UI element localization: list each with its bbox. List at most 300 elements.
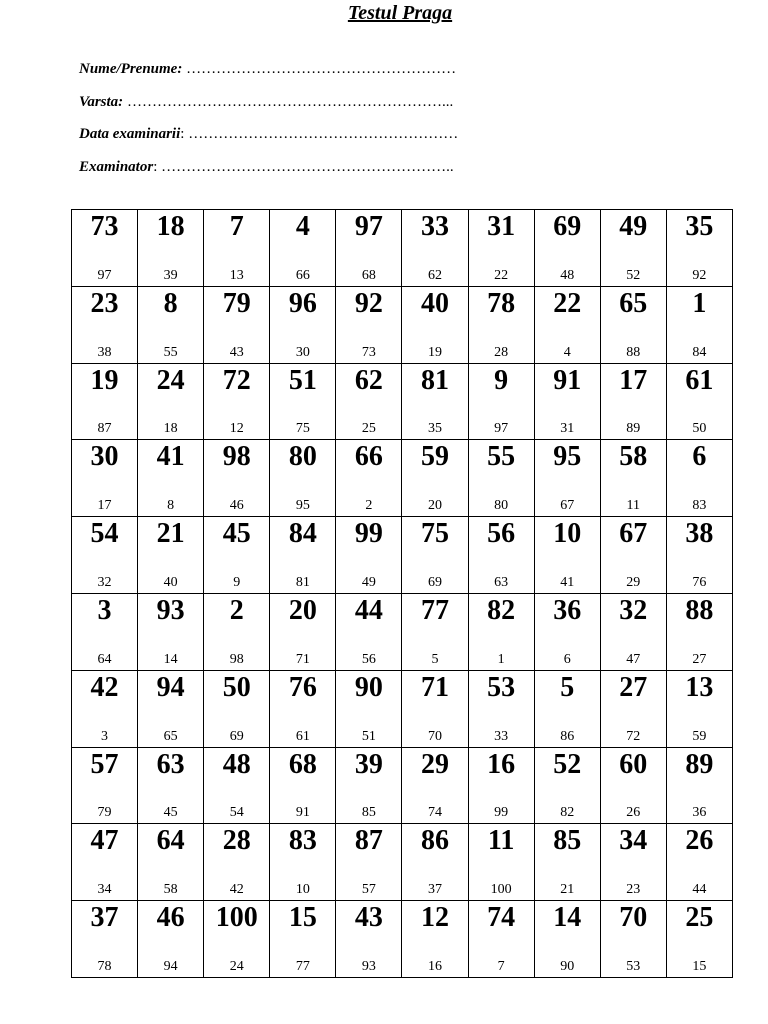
grid-cell[interactable] xyxy=(402,901,468,978)
cell-sub-number: 47 xyxy=(626,651,641,667)
cell-main-number: 61 xyxy=(685,364,714,396)
cell-sub-number: 4 xyxy=(563,344,571,360)
cell-sub-number: 26 xyxy=(626,805,641,821)
cell-main-number: 28 xyxy=(222,825,251,857)
cell-main-number: 65 xyxy=(619,287,648,319)
cell-main-number: 4 xyxy=(295,211,310,242)
cell-main-number: 91 xyxy=(553,364,582,396)
grid-cell[interactable] xyxy=(204,210,270,287)
cell-sub-number: 23 xyxy=(626,882,641,898)
grid-cell[interactable] xyxy=(600,210,666,287)
grid-cell[interactable] xyxy=(72,286,138,363)
grid-cell[interactable] xyxy=(534,670,600,747)
cell-main-number: 2 xyxy=(229,594,244,626)
grid-cell[interactable] xyxy=(600,824,666,901)
cell-sub-number: 59 xyxy=(692,728,707,744)
cell-sub-number: 15 xyxy=(692,958,707,974)
cell-main-number: 85 xyxy=(553,825,582,857)
cell-sub-number: 39 xyxy=(163,267,178,283)
grid-cell[interactable] xyxy=(666,670,732,747)
grid-cell[interactable] xyxy=(336,747,402,824)
grid-cell[interactable] xyxy=(600,363,666,440)
grid-cell[interactable] xyxy=(270,670,336,747)
grid-cell[interactable] xyxy=(600,670,666,747)
cell-main-number: 56 xyxy=(487,518,516,550)
grid-cell[interactable] xyxy=(468,901,534,978)
cell-main-number: 57 xyxy=(90,748,119,780)
cell-main-number: 10 xyxy=(553,518,582,550)
cell-sub-number: 89 xyxy=(626,421,641,437)
cell-sub-number: 75 xyxy=(295,421,310,437)
cell-main-number: 23 xyxy=(90,287,119,319)
field-label: Varsta: xyxy=(79,93,124,110)
cell-main-number: 86 xyxy=(421,825,450,857)
grid-cell[interactable] xyxy=(204,440,270,517)
cell-main-number: 16 xyxy=(487,748,516,780)
cell-sub-number: 65 xyxy=(163,728,178,744)
cell-sub-number: 10 xyxy=(295,882,310,898)
cell-sub-number: 77 xyxy=(295,958,310,974)
cell-main-number: 92 xyxy=(354,287,383,319)
cell-sub-number: 99 xyxy=(494,805,509,821)
cell-sub-number: 83 xyxy=(692,498,707,514)
cell-sub-number: 17 xyxy=(97,498,112,514)
cell-main-number: 14 xyxy=(553,902,582,934)
grid-cell[interactable] xyxy=(534,747,600,824)
grid-cell[interactable] xyxy=(468,363,534,440)
cell-main-number: 36 xyxy=(553,594,582,626)
cell-sub-number: 5 xyxy=(431,651,439,667)
grid-cell[interactable] xyxy=(72,670,138,747)
cell-main-number: 70 xyxy=(619,902,648,934)
grid-cell[interactable] xyxy=(666,440,732,517)
grid-cell[interactable] xyxy=(666,824,732,901)
cell-main-number: 53 xyxy=(487,671,516,703)
cell-sub-number: 43 xyxy=(229,344,244,360)
cell-sub-number: 97 xyxy=(97,267,112,283)
cell-main-number: 47 xyxy=(90,825,119,857)
cell-sub-number: 71 xyxy=(295,651,310,667)
grid-cell[interactable] xyxy=(402,363,468,440)
grid-cell[interactable] xyxy=(402,286,468,363)
cell-sub-number: 34 xyxy=(97,882,112,898)
grid-cell[interactable] xyxy=(402,210,468,287)
cell-main-number: 95 xyxy=(553,441,582,473)
cell-sub-number: 76 xyxy=(692,574,707,590)
cell-main-number: 73 xyxy=(90,211,119,242)
cell-main-number: 51 xyxy=(288,364,317,396)
cell-main-number: 29 xyxy=(421,748,450,780)
cell-main-number: 46 xyxy=(156,902,185,934)
field-colon: : xyxy=(153,158,158,175)
grid-cell[interactable] xyxy=(270,824,336,901)
grid-cell[interactable] xyxy=(600,747,666,824)
cell-sub-number: 52 xyxy=(626,267,641,283)
cell-main-number: 98 xyxy=(222,441,251,473)
cell-sub-number: 45 xyxy=(163,805,178,821)
grid-cell[interactable] xyxy=(204,593,270,670)
field-varsta[interactable] xyxy=(79,94,458,127)
cell-main-number: 19 xyxy=(90,364,119,396)
cell-sub-number: 87 xyxy=(97,421,112,437)
cell-sub-number: 70 xyxy=(428,728,443,744)
grid-cell[interactable] xyxy=(72,901,138,978)
cell-main-number: 93 xyxy=(156,594,185,626)
cell-sub-number: 88 xyxy=(626,344,641,360)
cell-main-number: 64 xyxy=(156,825,185,857)
cell-sub-number: 73 xyxy=(361,344,376,360)
grid-cell[interactable] xyxy=(534,517,600,594)
grid-cell[interactable] xyxy=(600,901,666,978)
cell-main-number: 7 xyxy=(229,211,244,242)
cell-sub-number: 50 xyxy=(692,421,707,437)
cell-main-number: 75 xyxy=(421,518,450,550)
grid-cell[interactable] xyxy=(402,517,468,594)
cell-main-number: 9 xyxy=(494,364,509,396)
grid-cell[interactable] xyxy=(600,440,666,517)
grid-cell[interactable] xyxy=(402,440,468,517)
grid-cell[interactable] xyxy=(336,824,402,901)
grid-cell[interactable] xyxy=(468,286,534,363)
grid-cell[interactable] xyxy=(468,210,534,287)
cell-main-number: 27 xyxy=(619,671,648,703)
cell-main-number: 45 xyxy=(222,518,251,550)
grid-cell[interactable] xyxy=(138,824,204,901)
grid-cell[interactable] xyxy=(402,593,468,670)
cell-main-number: 12 xyxy=(421,902,450,934)
cell-main-number: 13 xyxy=(685,671,714,703)
grid-row xyxy=(72,670,733,747)
cell-sub-number: 92 xyxy=(692,267,707,283)
grid-cell[interactable] xyxy=(138,210,204,287)
field-colon: : xyxy=(180,126,185,142)
cell-main-number: 66 xyxy=(354,441,383,473)
grid-cell[interactable] xyxy=(468,440,534,517)
grid-cell[interactable] xyxy=(600,593,666,670)
grid-cell[interactable] xyxy=(204,670,270,747)
cell-main-number: 17 xyxy=(619,364,648,396)
cell-main-number: 39 xyxy=(354,748,383,780)
cell-main-number: 15 xyxy=(288,902,317,934)
cell-sub-number: 13 xyxy=(229,267,244,283)
grid-cell[interactable] xyxy=(336,363,402,440)
cell-sub-number: 79 xyxy=(97,805,112,821)
cell-sub-number: 68 xyxy=(361,267,376,283)
cell-main-number: 11 xyxy=(487,825,515,857)
grid-cell[interactable] xyxy=(336,286,402,363)
grid-cell[interactable] xyxy=(138,517,204,594)
cell-sub-number: 97 xyxy=(494,421,509,437)
cell-main-number: 21 xyxy=(156,518,185,550)
cell-sub-number: 80 xyxy=(494,498,509,514)
cell-main-number: 6 xyxy=(692,441,707,473)
cell-main-number: 99 xyxy=(354,518,383,550)
cell-sub-number: 54 xyxy=(229,805,244,821)
cell-sub-number: 91 xyxy=(295,805,310,821)
grid-row xyxy=(72,824,733,901)
cell-sub-number: 85 xyxy=(361,805,376,821)
grid-row xyxy=(72,440,733,517)
grid-cell[interactable] xyxy=(666,210,732,287)
cell-main-number: 79 xyxy=(222,287,251,319)
grid-cell[interactable] xyxy=(270,210,336,287)
cell-sub-number: 21 xyxy=(560,882,575,898)
cell-sub-number: 74 xyxy=(428,805,443,821)
grid-cell[interactable] xyxy=(138,593,204,670)
grid-cell[interactable] xyxy=(336,670,402,747)
cell-main-number: 52 xyxy=(553,748,582,780)
cell-sub-number: 98 xyxy=(229,651,244,667)
cell-main-number: 32 xyxy=(619,594,648,626)
cell-sub-number: 67 xyxy=(560,498,575,514)
cell-sub-number: 29 xyxy=(626,574,641,590)
cell-main-number: 89 xyxy=(685,748,714,780)
grid-row xyxy=(72,747,733,824)
cell-main-number: 67 xyxy=(619,518,648,550)
grid-cell[interactable] xyxy=(270,517,336,594)
grid-cell[interactable] xyxy=(270,286,336,363)
grid-cell[interactable] xyxy=(600,517,666,594)
grid-cell[interactable] xyxy=(666,517,732,594)
cell-sub-number: 22 xyxy=(494,267,509,283)
cell-sub-number: 49 xyxy=(361,574,376,590)
grid-cell[interactable] xyxy=(72,824,138,901)
grid-cell[interactable] xyxy=(534,440,600,517)
field-dots: ……………………………………………… xyxy=(184,126,459,142)
grid-cell[interactable] xyxy=(666,747,732,824)
grid-cell[interactable] xyxy=(72,593,138,670)
cell-sub-number: 27 xyxy=(692,651,707,667)
cell-sub-number: 28 xyxy=(494,344,509,360)
grid-row xyxy=(72,363,733,440)
grid-cell[interactable] xyxy=(468,747,534,824)
cell-sub-number: 25 xyxy=(361,421,376,437)
grid-cell[interactable] xyxy=(534,824,600,901)
cell-main-number: 58 xyxy=(619,441,648,473)
cell-main-number: 97 xyxy=(354,211,383,242)
grid-cell[interactable] xyxy=(204,517,270,594)
grid-cell[interactable] xyxy=(336,901,402,978)
cell-sub-number: 55 xyxy=(163,344,178,360)
cell-main-number: 60 xyxy=(619,748,648,780)
cell-main-number: 33 xyxy=(421,211,450,242)
cell-sub-number: 48 xyxy=(560,267,575,283)
cell-main-number: 87 xyxy=(354,825,383,857)
cell-sub-number: 38 xyxy=(97,344,112,360)
grid-cell[interactable] xyxy=(72,747,138,824)
cell-sub-number: 19 xyxy=(428,344,443,360)
cell-main-number: 20 xyxy=(288,594,317,626)
grid-cell[interactable] xyxy=(138,901,204,978)
cell-main-number: 40 xyxy=(421,287,450,319)
cell-sub-number: 7 xyxy=(497,958,505,974)
grid-cell[interactable] xyxy=(72,440,138,517)
cell-sub-number: 86 xyxy=(560,728,575,744)
cell-main-number: 1 xyxy=(692,287,707,319)
field-dots: ………………………………………………….. xyxy=(157,158,454,175)
cell-sub-number: 100 xyxy=(490,882,512,898)
grid-cell[interactable] xyxy=(600,286,666,363)
cell-sub-number: 81 xyxy=(295,574,310,590)
cell-main-number: 100 xyxy=(215,902,258,934)
cell-main-number: 18 xyxy=(156,211,185,242)
cell-sub-number: 63 xyxy=(494,574,509,590)
grid-cell[interactable] xyxy=(402,670,468,747)
cell-main-number: 68 xyxy=(288,748,317,780)
cell-main-number: 96 xyxy=(288,287,317,319)
cell-main-number: 22 xyxy=(553,287,582,319)
grid-cell[interactable] xyxy=(402,824,468,901)
cell-main-number: 71 xyxy=(421,671,450,703)
cell-sub-number: 78 xyxy=(97,958,112,974)
cell-main-number: 94 xyxy=(156,671,185,703)
grid-cell[interactable] xyxy=(534,210,600,287)
cell-sub-number: 72 xyxy=(626,728,641,744)
grid-cell[interactable] xyxy=(270,747,336,824)
grid-cell[interactable] xyxy=(138,747,204,824)
cell-main-number: 54 xyxy=(90,518,119,550)
grid-cell[interactable] xyxy=(666,593,732,670)
grid-cell[interactable] xyxy=(270,593,336,670)
cell-sub-number: 32 xyxy=(97,574,112,590)
cell-main-number: 26 xyxy=(685,825,714,857)
grid-cell[interactable] xyxy=(468,593,534,670)
cell-main-number: 34 xyxy=(619,825,648,857)
grid-cell[interactable] xyxy=(270,363,336,440)
cell-sub-number: 62 xyxy=(428,267,443,283)
grid-cell[interactable] xyxy=(204,901,270,978)
cell-main-number: 76 xyxy=(288,671,317,703)
cell-main-number: 83 xyxy=(288,825,317,857)
cell-sub-number: 1 xyxy=(497,651,505,667)
cell-sub-number: 95 xyxy=(295,498,310,514)
cell-sub-number: 58 xyxy=(163,882,178,898)
grid-row xyxy=(72,210,733,287)
grid-cell[interactable] xyxy=(534,901,600,978)
cell-sub-number: 90 xyxy=(560,958,575,974)
cell-main-number: 72 xyxy=(222,364,251,396)
grid-cell[interactable] xyxy=(468,824,534,901)
cell-sub-number: 30 xyxy=(295,344,310,360)
cell-main-number: 84 xyxy=(288,518,317,550)
grid-cell[interactable] xyxy=(270,901,336,978)
field-examinator[interactable] xyxy=(79,159,458,192)
cell-sub-number: 16 xyxy=(428,958,443,974)
number-grid xyxy=(71,209,733,978)
page-title: Testul Praga xyxy=(347,2,453,24)
grid-row xyxy=(72,593,733,670)
grid-cell[interactable] xyxy=(666,363,732,440)
grid-cell[interactable] xyxy=(534,286,600,363)
grid-cell[interactable] xyxy=(402,747,468,824)
grid-cell[interactable] xyxy=(336,440,402,517)
cell-sub-number: 14 xyxy=(163,651,178,667)
grid-cell[interactable] xyxy=(204,747,270,824)
grid-cell[interactable] xyxy=(204,363,270,440)
grid-cell[interactable] xyxy=(138,670,204,747)
cell-main-number: 24 xyxy=(156,364,185,396)
field-label: Data examinarii xyxy=(79,126,181,142)
cell-main-number: 88 xyxy=(685,594,714,626)
cell-sub-number: 94 xyxy=(163,958,178,974)
cell-main-number: 41 xyxy=(156,441,185,473)
cell-main-number: 35 xyxy=(685,211,714,242)
cell-sub-number: 36 xyxy=(692,805,707,821)
cell-sub-number: 82 xyxy=(560,805,575,821)
cell-sub-number: 3 xyxy=(101,728,109,744)
grid-cell[interactable] xyxy=(72,363,138,440)
grid-cell[interactable] xyxy=(534,363,600,440)
cell-sub-number: 61 xyxy=(295,728,310,744)
grid-cell[interactable] xyxy=(138,286,204,363)
grid-cell[interactable] xyxy=(666,901,732,978)
grid-cell[interactable] xyxy=(336,210,402,287)
grid-cell[interactable] xyxy=(72,517,138,594)
cell-main-number: 49 xyxy=(619,211,648,242)
grid-cell[interactable] xyxy=(270,440,336,517)
cell-sub-number: 69 xyxy=(428,574,443,590)
grid-cell[interactable] xyxy=(138,363,204,440)
cell-sub-number: 56 xyxy=(361,651,376,667)
cell-main-number: 25 xyxy=(685,902,714,934)
cell-main-number: 55 xyxy=(487,441,516,473)
field-data-examinarii[interactable] xyxy=(79,126,458,159)
field-nume-prenume[interactable] xyxy=(79,61,458,94)
grid-cell[interactable] xyxy=(468,670,534,747)
cell-main-number: 81 xyxy=(421,364,450,396)
field-dots: ………………………………………………………... xyxy=(123,93,454,110)
grid-row xyxy=(72,286,733,363)
grid-cell[interactable] xyxy=(666,286,732,363)
grid-cell[interactable] xyxy=(204,824,270,901)
cell-sub-number: 93 xyxy=(361,958,376,974)
grid-cell[interactable] xyxy=(204,286,270,363)
grid-cell[interactable] xyxy=(336,517,402,594)
cell-main-number: 3 xyxy=(97,594,112,626)
cell-sub-number: 66 xyxy=(295,267,310,283)
cell-sub-number: 44 xyxy=(692,882,707,898)
grid-cell[interactable] xyxy=(468,517,534,594)
cell-sub-number: 53 xyxy=(626,958,641,974)
cell-sub-number: 12 xyxy=(229,421,244,437)
form-fields xyxy=(79,61,458,191)
grid-cell[interactable] xyxy=(534,593,600,670)
cell-main-number: 74 xyxy=(487,902,516,934)
cell-sub-number: 46 xyxy=(229,498,244,514)
cell-main-number: 50 xyxy=(222,671,251,703)
grid-row xyxy=(72,517,733,594)
cell-main-number: 48 xyxy=(222,748,251,780)
cell-sub-number: 37 xyxy=(428,882,443,898)
cell-main-number: 42 xyxy=(90,671,119,703)
cell-sub-number: 69 xyxy=(229,728,244,744)
cell-main-number: 5 xyxy=(560,671,575,703)
cell-sub-number: 64 xyxy=(97,651,112,667)
grid-cell[interactable] xyxy=(72,210,138,287)
field-label: Nume/Prenume: xyxy=(79,61,183,77)
grid-cell[interactable] xyxy=(138,440,204,517)
cell-sub-number: 18 xyxy=(163,421,178,437)
cell-sub-number: 8 xyxy=(167,498,175,514)
grid-cell[interactable] xyxy=(336,593,402,670)
cell-sub-number: 51 xyxy=(361,728,376,744)
cell-sub-number: 6 xyxy=(563,651,571,667)
cell-main-number: 30 xyxy=(90,441,119,473)
cell-main-number: 43 xyxy=(354,902,383,934)
cell-sub-number: 84 xyxy=(692,344,707,360)
cell-sub-number: 33 xyxy=(494,728,509,744)
cell-main-number: 82 xyxy=(487,594,516,626)
